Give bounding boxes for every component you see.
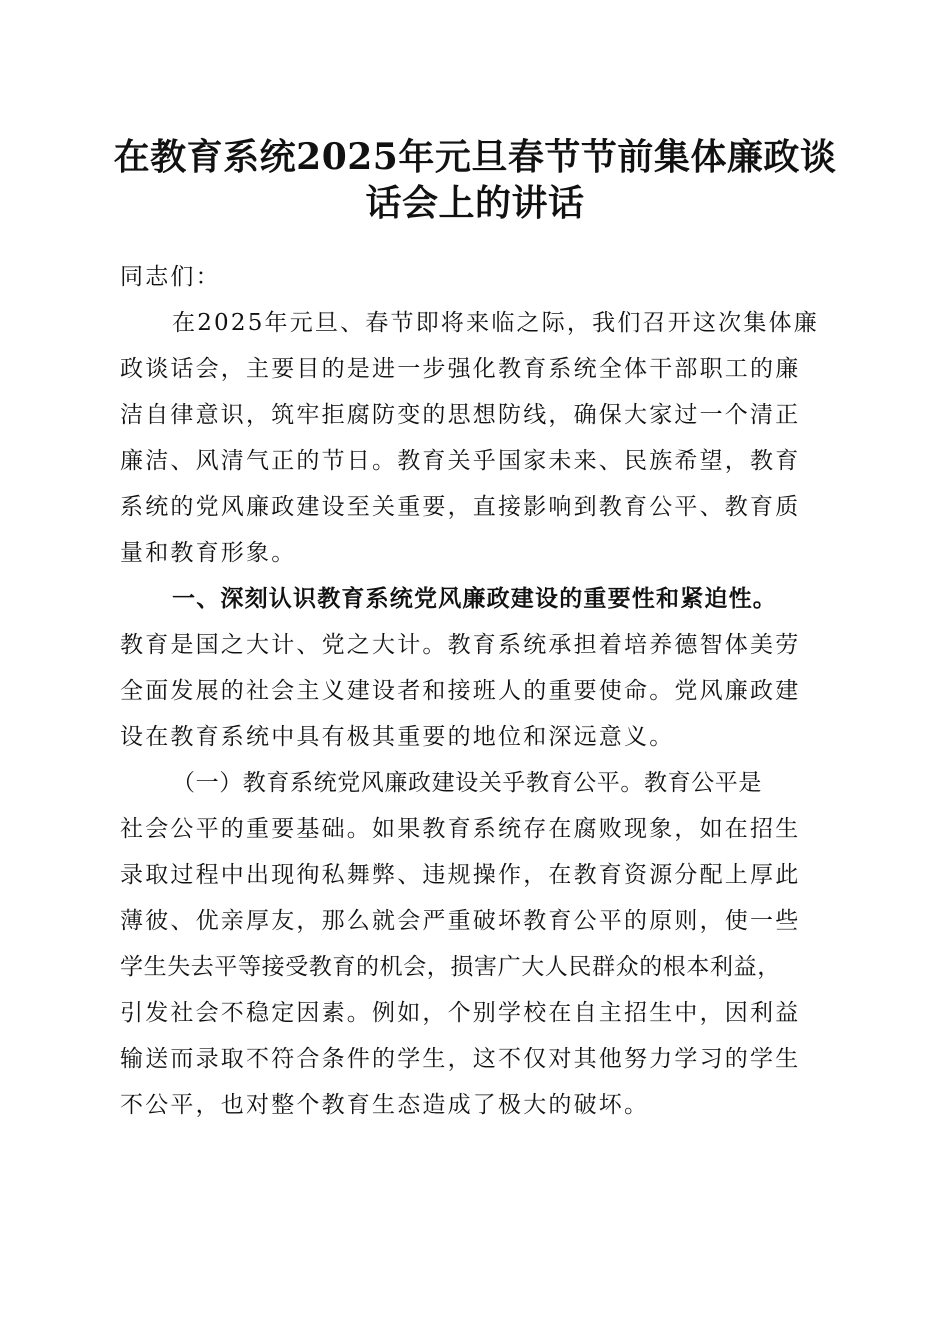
paragraph-line: 学生失去平等接受教育的机会，损害广大人民群众的根本利益， xyxy=(120,954,781,980)
salutation: 同志们： xyxy=(120,264,221,290)
paragraph-fairness xyxy=(120,760,832,1128)
title-line: 话会上的讲话 xyxy=(365,182,585,224)
paragraph-line: 录取过程中出现徇私舞弊、违规操作，在教育资源分配上厚此 xyxy=(120,862,801,888)
paragraph-line: 廉洁、风清气正的节日。教育关乎国家未来、民族希望，教育 xyxy=(120,448,801,474)
paragraph-line: 在2025年元旦、春节即将来临之际，我们召开这次集体廉 xyxy=(172,310,819,336)
paragraph-line: 输送而录取不符合条件的学生，这不仅对其他努力学习的学生 xyxy=(120,1046,801,1072)
paragraph-line: 设在教育系统中具有极其重要的地位和深远意义。 xyxy=(120,724,675,750)
section-heading: 一、深刻认识教育系统党风廉政建设的重要性和紧迫性。 xyxy=(172,586,777,612)
paragraph-line: 不公平，也对整个教育生态造成了极大的破坏。 xyxy=(120,1092,650,1118)
title-line: 在教育系统2025年元旦春节节前集体廉政谈 xyxy=(113,136,837,178)
paragraph-line: 系统的党风廉政建设至关重要，直接影响到教育公平、教育质 xyxy=(120,494,801,520)
document-title xyxy=(100,134,850,226)
paragraph-line: 教育是国之大计、党之大计。教育系统承担着培养德智体美劳 xyxy=(120,632,801,658)
paragraph-line: （一）教育系统党风廉政建设关乎教育公平。教育公平是 xyxy=(172,770,762,796)
paragraph-line: 引发社会不稳定因素。例如，个别学校在自主招生中，因利益 xyxy=(120,1000,801,1026)
paragraph-intro xyxy=(120,300,832,576)
paragraph-importance xyxy=(120,622,832,760)
paragraph-line: 洁自律意识，筑牢拒腐防变的思想防线，确保大家过一个清正 xyxy=(120,402,801,428)
document-body xyxy=(120,254,832,1128)
paragraph-line: 量和教育形象。 xyxy=(120,540,297,566)
paragraph-line: 政谈话会，主要目的是进一步强化教育系统全体干部职工的廉 xyxy=(120,356,801,382)
paragraph-line: 全面发展的社会主义建设者和接班人的重要使命。党风廉政建 xyxy=(120,678,801,704)
paragraph-line: 薄彼、优亲厚友，那么就会严重破坏教育公平的原则，使一些 xyxy=(120,908,801,934)
paragraph-line: 社会公平的重要基础。如果教育系统存在腐败现象，如在招生 xyxy=(120,816,801,842)
